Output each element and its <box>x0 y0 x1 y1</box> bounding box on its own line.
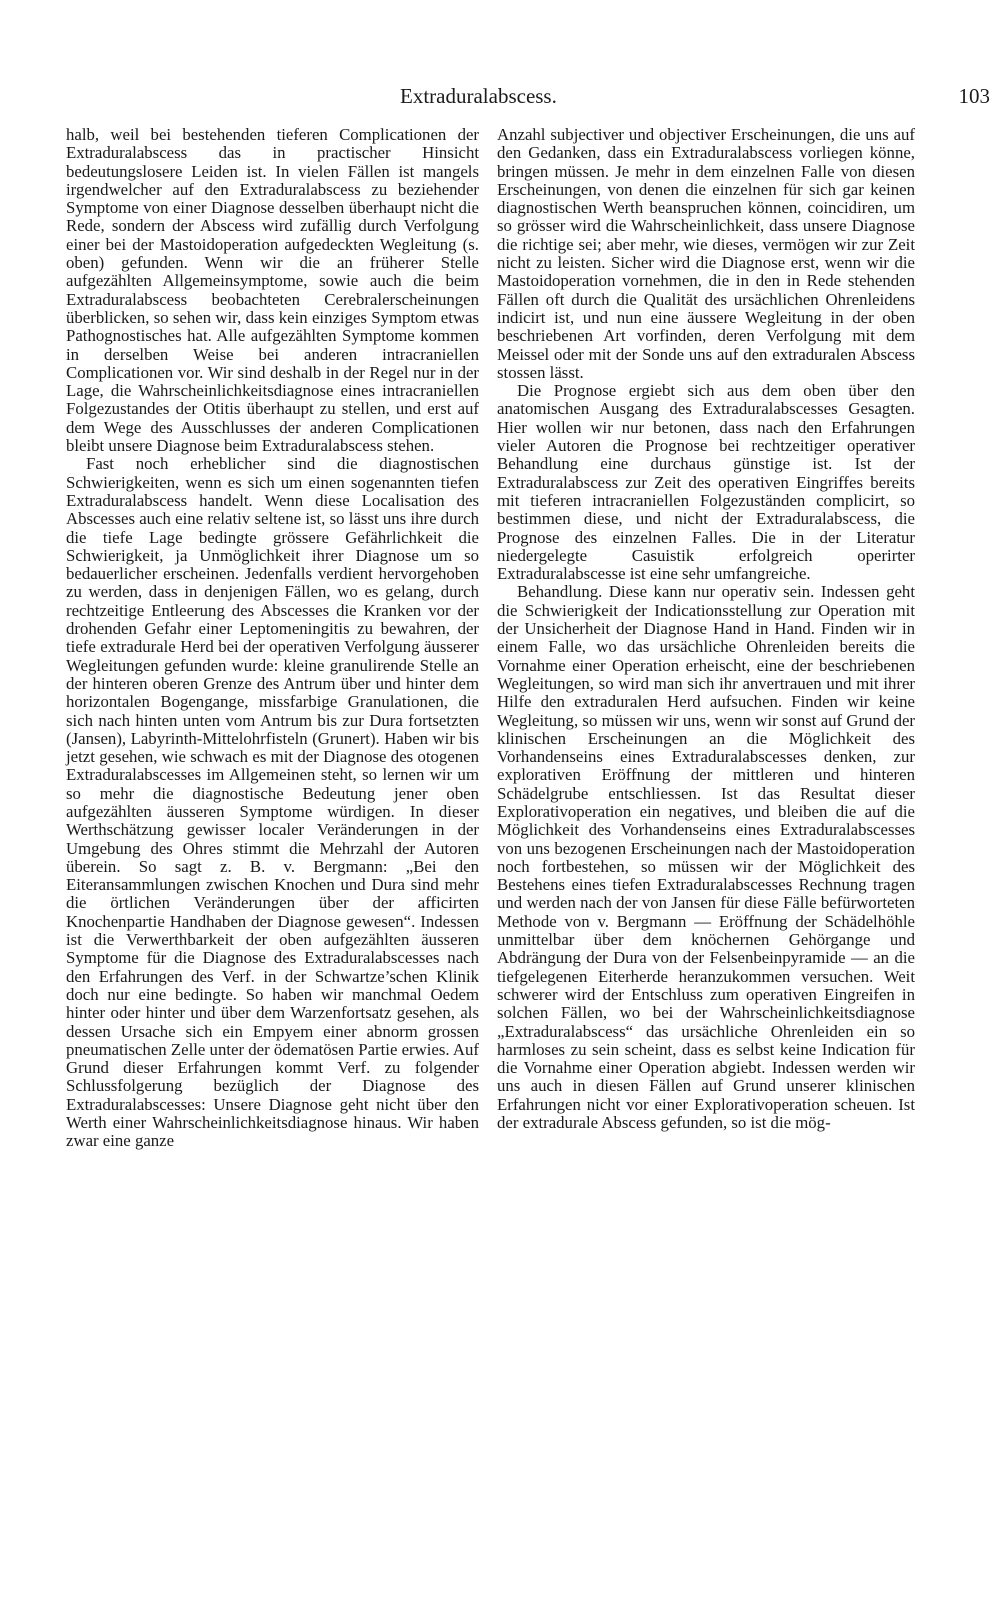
left-column <box>66 126 479 1151</box>
left-paragraph-1: halb, weil bei bestehenden tieferen Complicationen der Extraduralabscess das in practischer Hinsicht bedeutungslosere Leiden ist. In vielen Fällen ist mangels irgendwelcher auf den Extraduralabscess zu beziehender Symptome von einer Diagnose desselben überhaupt nicht die Rede, sondern der Abscess wird zufällig durch Verfolgung einer bei der Mastoidoperation aufgedeckten Wegleitung (s. oben) gefunden. Wenn wir die an früherer Stelle aufgezählten Allgemeinsymptome, sowie auch die beim Extraduralabscess beobachteten Cerebralerscheinungen überblicken, so sehen wir, dass kein einziges Symptom etwas Pathognostisches hat. Alle aufgezählten Symptome kommen in derselben Weise bei anderen intracraniellen Complicationen vor. Wir sind deshalb in der Regel nur in der Lage, die Wahrscheinlichkeitsdiagnose eines intracraniellen Folgezustandes der Otitis überhaupt zu stellen, und erst auf dem Wege des Ausschlusses der anderen Complicationen bleibt unsere Diagnose beim Extraduralabscess stehen. <box>66 125 479 456</box>
page-number: 103 <box>958 84 990 108</box>
right-paragraph-1: Anzahl subjectiver und objectiver Erscheinungen, die uns auf den Gedanken, dass ein Extraduralabscess vorliegen könne, bringen müssen. Je mehr in dem einzelnen Falle von diesen Erscheinungen, von denen die einzelnen für sich gar keinen diagnostischen Werth beanspruchen können, coincidiren, um so grösser wird die Wahrscheinlichkeit, dass unsere Diagnose die richtige sei; aber mehr, wie dieses, vermögen wir zur Zeit nicht zu leisten. Sicher wird die Diagnose erst, wenn wir die Mastoidoperation vornehmen, die in den in Rede stehenden Fällen oft durch die Qualität des ursächlichen Ohrenleidens indicirt ist, und nun eine äussere Wegleitung in der oben beschriebenen Art vorfinden, deren Verfolgung mit dem Meissel oder mit der Sonde uns auf den extraduralen Abscess stossen lässt. <box>497 125 915 382</box>
right-paragraph-2: Die Prognose ergiebt sich aus dem oben über den anatomischen Ausgang des Extraduralabscesses Gesagten. Hier wollen wir nur betonen, dass nach den Erfahrungen vieler Autoren die Prognose bei rechtzeitiger operativer Behandlung eine durchaus günstige ist. Ist der Extraduralabscess zur Zeit des operativen Eingriffes bereits mit tieferen intracraniellen Folgezuständen complicirt, so bestimmen diese, und nicht der Extraduralabscess, die Prognose des einzelnen Falles. Die in der Literatur niedergelegte Casuistik erfolgreich operirter Extraduralabscesse ist eine sehr umfangreiche. <box>497 381 915 584</box>
running-head <box>400 84 990 114</box>
left-paragraph-2: Fast noch erheblicher sind die diagnostischen Schwierigkeiten, wenn es sich um einen sogenannten tiefen Extraduralabscess handelt. Wenn diese Localisation des Abscesses auch eine relativ seltene ist, so lässt uns ihre durch die tiefe Lage bedingte grössere Gefährlichkeit die Schwierigkeit, ja Unmöglichkeit ihrer Diagnose um so bedauerlicher erscheinen. Jedenfalls verdient hervorgehoben zu werden, dass in denjenigen Fällen, wo es gelang, durch rechtzeitige Entleerung des Abscesses die Kranken vor der drohenden Gefahr einer Leptomeningitis zu bewahren, der tiefe extradurale Herd bei der operativen Verfolgung äusserer Wegleitungen gefunden wurde: kleine granulirende Stelle an der hinteren oberen Grenze des Antrum über und hinter dem horizontalen Bogengange, missfarbige Granulationen, die sich nach hinten unten vom Antrum bis zur Dura fortsetzten (Jansen), Labyrinth-Mittelohrfisteln (Grunert). Haben wir bis jetzt gesehen, wie schwach es mit der Diagnose des otogenen Extraduralabscesses im Allgemeinen steht, so lernen wir um so mehr die diagnostische Bedeutung jener oben aufgezählten äusseren Symptome würdigen. In dieser Werthschätzung gewisser localer Veränderungen in der Umgebung des Ohres stimmt die Mehrzahl der Autoren überein. So sagt z. B. v. Bergmann: „Bei den Eiteransammlungen zwischen Knochen und Dura sind mehr die örtlichen Veränderungen über der afficirten Knochenpartie Handhaben der Diagnose gewesen“. Indessen ist die Verwerthbarkeit der oben aufgezählten äusseren Symptome für die Diagnose des Extraduralabscesses nach den Erfahrungen des Verf. in der Schwartze’schen Klinik doch nur eine bedingte. So haben wir manchmal Oedem hinter oder hinter und über dem Warzenfortsatz gesehen, als dessen Ursache sich ein Empyem einer abnorm grossen pneumatischen Zelle unter der ödematösen Partie erwies. Auf Grund dieser Erfahrungen kommt Verf. zu folgender Schlussfolgerung bezüglich der Diagnose des Extraduralabscesses: Unsere Diagnose geht nicht über den Werth einer Wahrscheinlichkeitsdiagnose hinaus. Wir haben zwar eine ganze <box>66 454 479 1151</box>
right-paragraph-3: Behandlung. Diese kann nur operativ sein. Indessen geht die Schwierigkeit der Indicationsstellung zur Operation mit der Unsicherheit der Diagnose Hand in Hand. Finden wir in einem Falle, wo das ursächliche Ohrenleiden bereits die Vornahme einer Operation erheischt, eine der beschriebenen Wegleitungen, so wird man sich ihr anvertrauen und mit ihrer Hilfe den extraduralen Herd aufsuchen. Finden wir keine Wegleitung, so müssen wir uns, wenn wir sonst auf Grund der klinischen Erscheinungen an die Möglichkeit des Vorhandenseins eines Extraduralabscesses denken, zur explorativen Eröffnung der mittleren und hinteren Schädelgrube entschliessen. Ist das Resultat dieser Explorativoperation ein negatives, und bleiben die auf die Möglichkeit des Vorhandenseins eines Extraduralabscesses von uns bezogenen Erscheinungen nach der Mastoidoperation noch fortbestehen, so müssen wir der Möglichkeit des Bestehens eines tiefen Extraduralabscesses Rechnung tragen und werden nach der von Jansen für diese Fälle befürworteten Methode von v. Bergmann — Eröffnung der Schädelhöhle unmittelbar über dem knöchernen Gehörgange und Abdrängung der Dura von der Felsenbeinpyramide — an die tiefgelegenen Eiterherde heranzukommen versuchen. Weit schwerer wird der Entschluss zum operativen Eingreifen in solchen Fällen, wo bei der Wahrscheinlichkeitsdiagnose „Extraduralabscess“ das ursächliche Ohrenleiden ein so harmloses zu sein scheint, dass es selbst keine Indication für die Vornahme einer Operation abgiebt. Indessen werden wir uns auch in diesen Fällen auf Grund unserer klinischen Erfahrungen nicht vor einer Explorativoperation scheuen. Ist der extradurale Abscess gefunden, so ist die mög- <box>497 582 915 1133</box>
right-column <box>497 126 915 1132</box>
page-title: Extraduralabscess. <box>400 84 557 108</box>
